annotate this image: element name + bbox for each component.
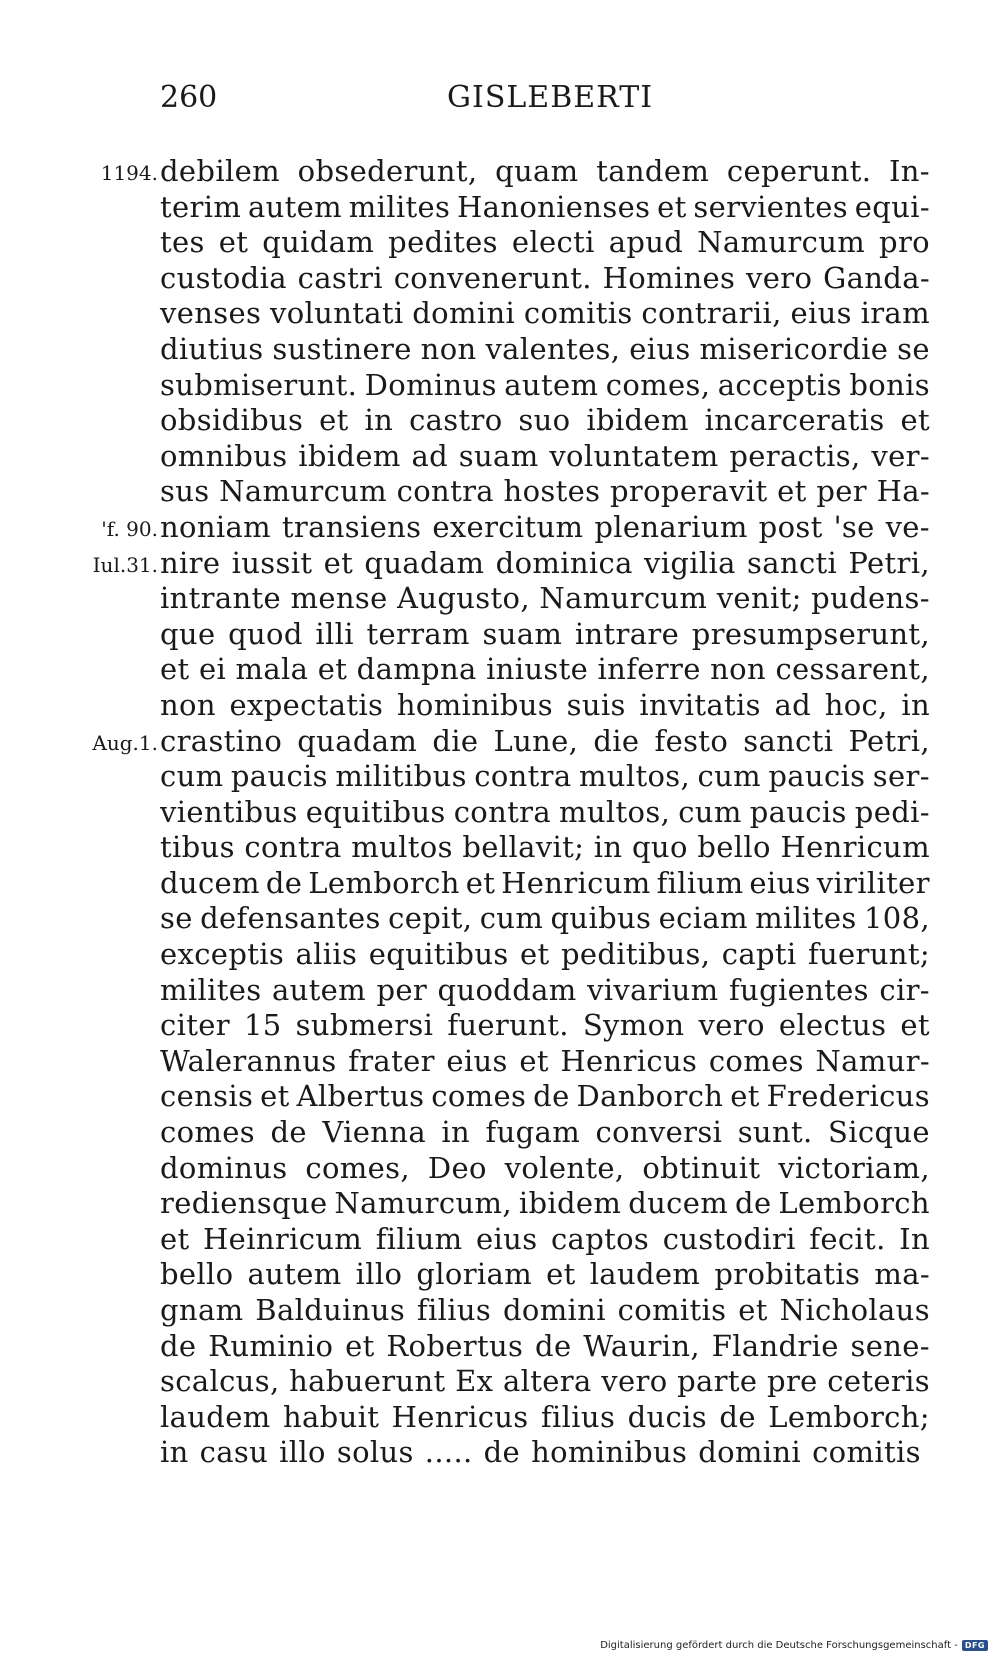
text-line: crastino quadam die Lune, die festo sancti Petri,	[160, 723, 930, 758]
text-line: gnam Balduinus filius domini comitis et Nicholaus	[160, 1293, 930, 1327]
text-line: laudem habuit Henricus filius ducis de Lemborch;	[160, 1399, 930, 1434]
text-line: nire iussit et quadam dominica vigilia sancti Petri,	[160, 545, 930, 580]
text-line: et Heinricum filium eius captos custodiri fecit. In	[160, 1221, 930, 1256]
text-line: intrante mense Augusto, Namurcum venit; pudens-	[160, 581, 930, 616]
marginal-note: 'f. 90.	[101, 517, 158, 541]
text-line: scalcus, habuerunt Ex altera vero parte pre ceteris	[160, 1364, 930, 1399]
page-header	[160, 80, 930, 124]
text-line: sus Namurcum contra hostes properavit et per Ha-	[160, 474, 930, 509]
text-line: tes et quidam pedites electi apud Namurcum pro	[160, 225, 930, 260]
text-line: de Ruminio et Robertus de Waurin, Flandrie sene-	[160, 1328, 930, 1363]
credit-text: Digitalisierung gefördert durch die Deutsche Forschungsgemeinschaft -	[600, 1640, 958, 1651]
text-line: bello autem illo gloriam et laudem probitatis ma-	[160, 1257, 930, 1292]
text-line: terim autem milites Hanonienses et servientes equi-	[160, 189, 930, 224]
marginal-note: Iul.31.	[92, 552, 158, 577]
text-line: vientibus equitibus contra multos, cum paucis pedi-	[160, 794, 930, 829]
dfg-logo-icon: DFG	[962, 1640, 988, 1651]
text-line: et ei mala et dampna iniuste inferre non cessarent,	[160, 652, 930, 687]
text-line: comes de Vienna in fugam conversi sunt. Sicque	[160, 1115, 930, 1150]
text-line: citer 15 submersi fuerunt. Symon vero electus et	[160, 1008, 930, 1043]
text-line: milites autem per quoddam vivarium fugientes cir-	[160, 972, 930, 1007]
text-line: non expectatis hominibus suis invitatis ad hoc, in	[160, 687, 930, 722]
text-line: rediensque Namurcum, ibidem ducem de Lemborch	[160, 1186, 930, 1221]
text-line: que quod illi terram suam intrare presumpserunt,	[160, 616, 930, 651]
text-line: dominus comes, Deo volente, obtinuit victoriam,	[160, 1150, 930, 1185]
text-line: diutius sustinere non valentes, eius misericordie se	[160, 331, 930, 366]
text-line: obsidibus et in castro suo ibidem incarceratis et	[160, 403, 930, 438]
text-line: Walerannus frater eius et Henricus comes Namur-	[160, 1043, 930, 1078]
body-text	[160, 154, 930, 1471]
text-line: censis et Albertus comes de Danborch et Fredericus	[160, 1079, 930, 1114]
running-title: GISLEBERTI	[447, 80, 654, 115]
text-line: tibus contra multos bellavit; in quo bello Henricum	[160, 830, 930, 865]
text-line: debilem obsederunt, quam tandem ceperunt. In-	[160, 154, 930, 188]
marginal-note: Aug.1.	[92, 730, 158, 755]
text-line: exceptis aliis equitibus et peditibus, capti fuerunt;	[160, 937, 930, 972]
text-line: noniam transiens exercitum plenarium post 'se ve-	[160, 509, 930, 544]
text-line: se defensantes cepit, cum quibus eciam milites 108,	[160, 901, 930, 936]
marginal-note: 1194.	[100, 161, 158, 185]
text-line: venses voluntati domini comitis contrarii, eius iram	[160, 296, 930, 331]
text-line: ducem de Lemborch et Henricum filium eius viriliter	[160, 865, 930, 900]
text-line: submiserunt. Dominus autem comes, acceptis bonis	[160, 367, 930, 402]
page-number: 260	[160, 80, 218, 115]
digitization-credit	[600, 1640, 988, 1651]
text-line: omnibus ibidem ad suam voluntatem peractis, ver-	[160, 438, 930, 473]
text-line: custodia castri convenerunt. Homines vero Ganda-	[160, 260, 930, 295]
text-line: cum paucis militibus contra multos, cum paucis ser-	[160, 759, 930, 794]
text-line: in casu illo solus ..... de hominibus domini comitis	[160, 1435, 921, 1470]
